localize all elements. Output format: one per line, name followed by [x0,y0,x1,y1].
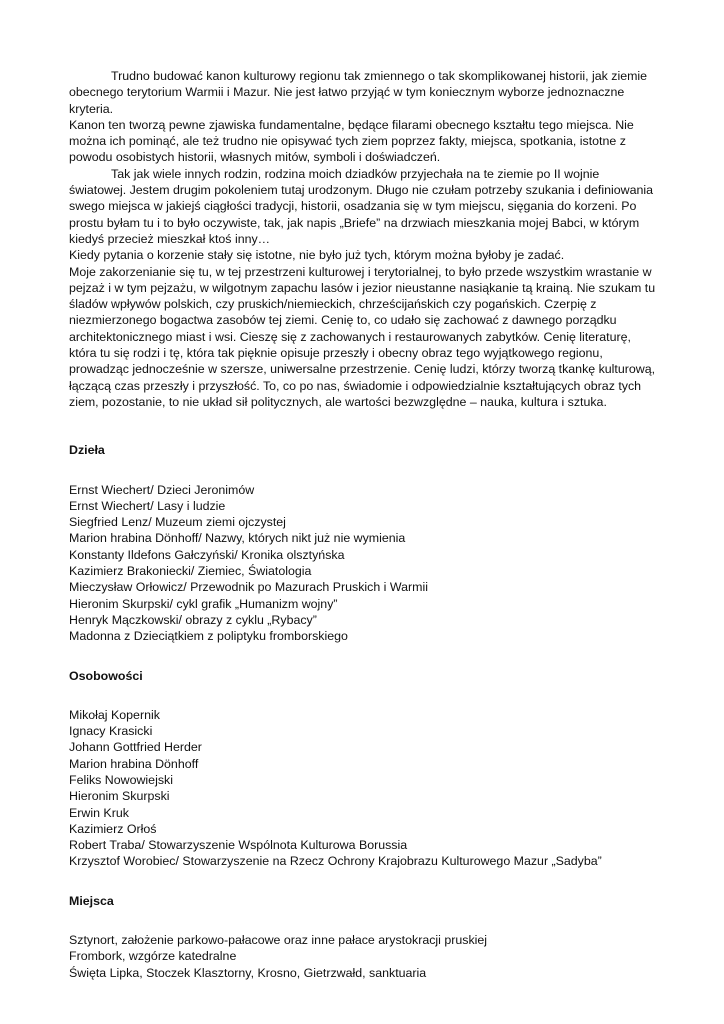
works-item: Ernst Wiechert/ Lasy i ludzie [69,498,226,513]
intro-paragraph-2: Kanon ten tworzą pewne zjawiska fundamentalne, będące filarami obecnego kształtu tego miejsca. Nie można ich pominąć, ale też trudno nie opisywać tych ziem poprzez fakty, miejsca, spotkania, istotne z powodu osobistych historii, własnych mitów, symboli i doświadczeń. [69,117,634,165]
works-item: Hieronim Skurpski/ cykl grafik „Humanizm wojny” [69,596,338,611]
people-item: Marion hrabina Dönhoff [69,756,199,771]
intro-paragraph-5: Moje zakorzenianie się tu, w tej przestrzeni kulturowej i terytorialnej, to było przede wszystkim wrastanie w pejzaż i w tym pejzażu, w wilgotnym zapachu lasów i jezior nieustanne nasiąkanie tą krainą. Nie szukam tu śladów wpływów polskich, czy pruskich/niemieckich, chrześcijańskich czy pogańskich. Czerpię z niezmierzonego bogactwa zasobów tej ziemi. Cenię to, co udało się zachować z dawnego porządku architektonicznego miast i wsi. Cieszę się z zachowanych i restaurowanych zabytków. Cenię literaturę, która tu się rodzi i tę, która tak pięknie opisuje przeszły i obecny obraz tego wyjątkowego regionu, prowadząc jednocześnie w szersze, uniwersalne przestrzenie. Cenię ludzi, którzy tworzą tkankę kulturową, łączącą czas przeszły i przyszłość. To, co po nas, świadomie i odpowiedzialnie kształtujących obraz tych ziem, pozostanie, to nie układ sił politycznych, ale wartości bezwzględne – nauka, kultura i sztuka. [69,264,656,409]
people-item: Johann Gottfried Herder [69,740,202,755]
people-item: Ignacy Krasicki [69,724,153,739]
intro-paragraph-1: Trudno budować kanon kulturowy regionu tak zmiennego o tak skomplikowanej historii, jak ziemie obecnego terytorium Warmii i Mazur. Nie jest łatwo przyjąć w tym koniecznym wyborze jednoznaczne kryteria. [69,69,648,116]
people-heading: Osobowości [69,668,143,683]
works-item: Henryk Mączkowski/ obrazy z cyklu „Rybacy” [69,612,317,627]
works-item: Ernst Wiechert/ Dzieci Jeronimów [69,482,255,497]
document-page [69,68,659,981]
works-item: Madonna z Dzieciątkiem z poliptyku fromborskiego [69,629,348,644]
works-item: Mieczysław Orłowicz/ Przewodnik po Mazurach Pruskich i Warmii [69,580,428,595]
people-item: Hieronim Skurpski [69,789,170,804]
works-heading: Dzieła [69,443,105,458]
works-item: Siegfried Lenz/ Muzeum ziemi ojczystej [69,515,286,530]
places-item: Sztynort, założenie parkowo-pałacowe oraz inne pałace arystokracji pruskiej [69,933,488,948]
people-item: Kazimierz Orłoś [69,821,157,836]
people-item: Robert Traba/ Stowarzyszenie Wspólnota Kulturowa Borussia [69,838,408,853]
intro-paragraph-3: Tak jak wiele innych rodzin, rodzina moich dziadków przyjechała na te ziemie po II wojnie światowej. Jestem drugim pokoleniem tutaj urodzonym. Długo nie czułam potrzeby szukania i definiowania swego miejsca w jakiejś ciągłości tradycji, historii, osadzania się w tym miejscu, sięgania do korzeni. Po prostu byłam tu i to było oczywiste, tak, jak napis „Briefe” na drzwiach mieszkania mojej Babci, w którym kiedyś przecież mieszkał ktoś inny… [69,166,654,246]
works-item: Kazimierz Brakoniecki/ Ziemiec, Światologia [69,564,312,579]
places-item: Frombork, wzgórze katedralne [69,949,237,964]
people-item: Krzysztof Worobiec/ Stowarzyszenie na Rzecz Ochrony Krajobrazu Kulturowego Mazur „Sadyba” [69,854,602,869]
people-item: Mikołaj Kopernik [69,707,160,722]
people-list [69,707,659,870]
works-list [69,482,659,645]
works-item: Marion hrabina Dönhoff/ Nazwy, których nikt już nie wymienia [69,531,406,546]
places-heading: Miejsca [69,893,114,908]
works-item: Konstanty Ildefons Gałczyński/ Kronika olsztyńska [69,547,345,562]
people-item: Erwin Kruk [69,805,129,820]
places-item: Święta Lipka, Stoczek Klasztorny, Krosno, Gietrzwałd, sanktuaria [69,965,427,980]
intro-paragraph-4: Kiedy pytania o korzenie stały się istotne, nie było już tych, którym można byłoby je zadać. [69,248,565,263]
places-list [69,932,659,981]
people-item: Feliks Nowowiejski [69,772,173,787]
